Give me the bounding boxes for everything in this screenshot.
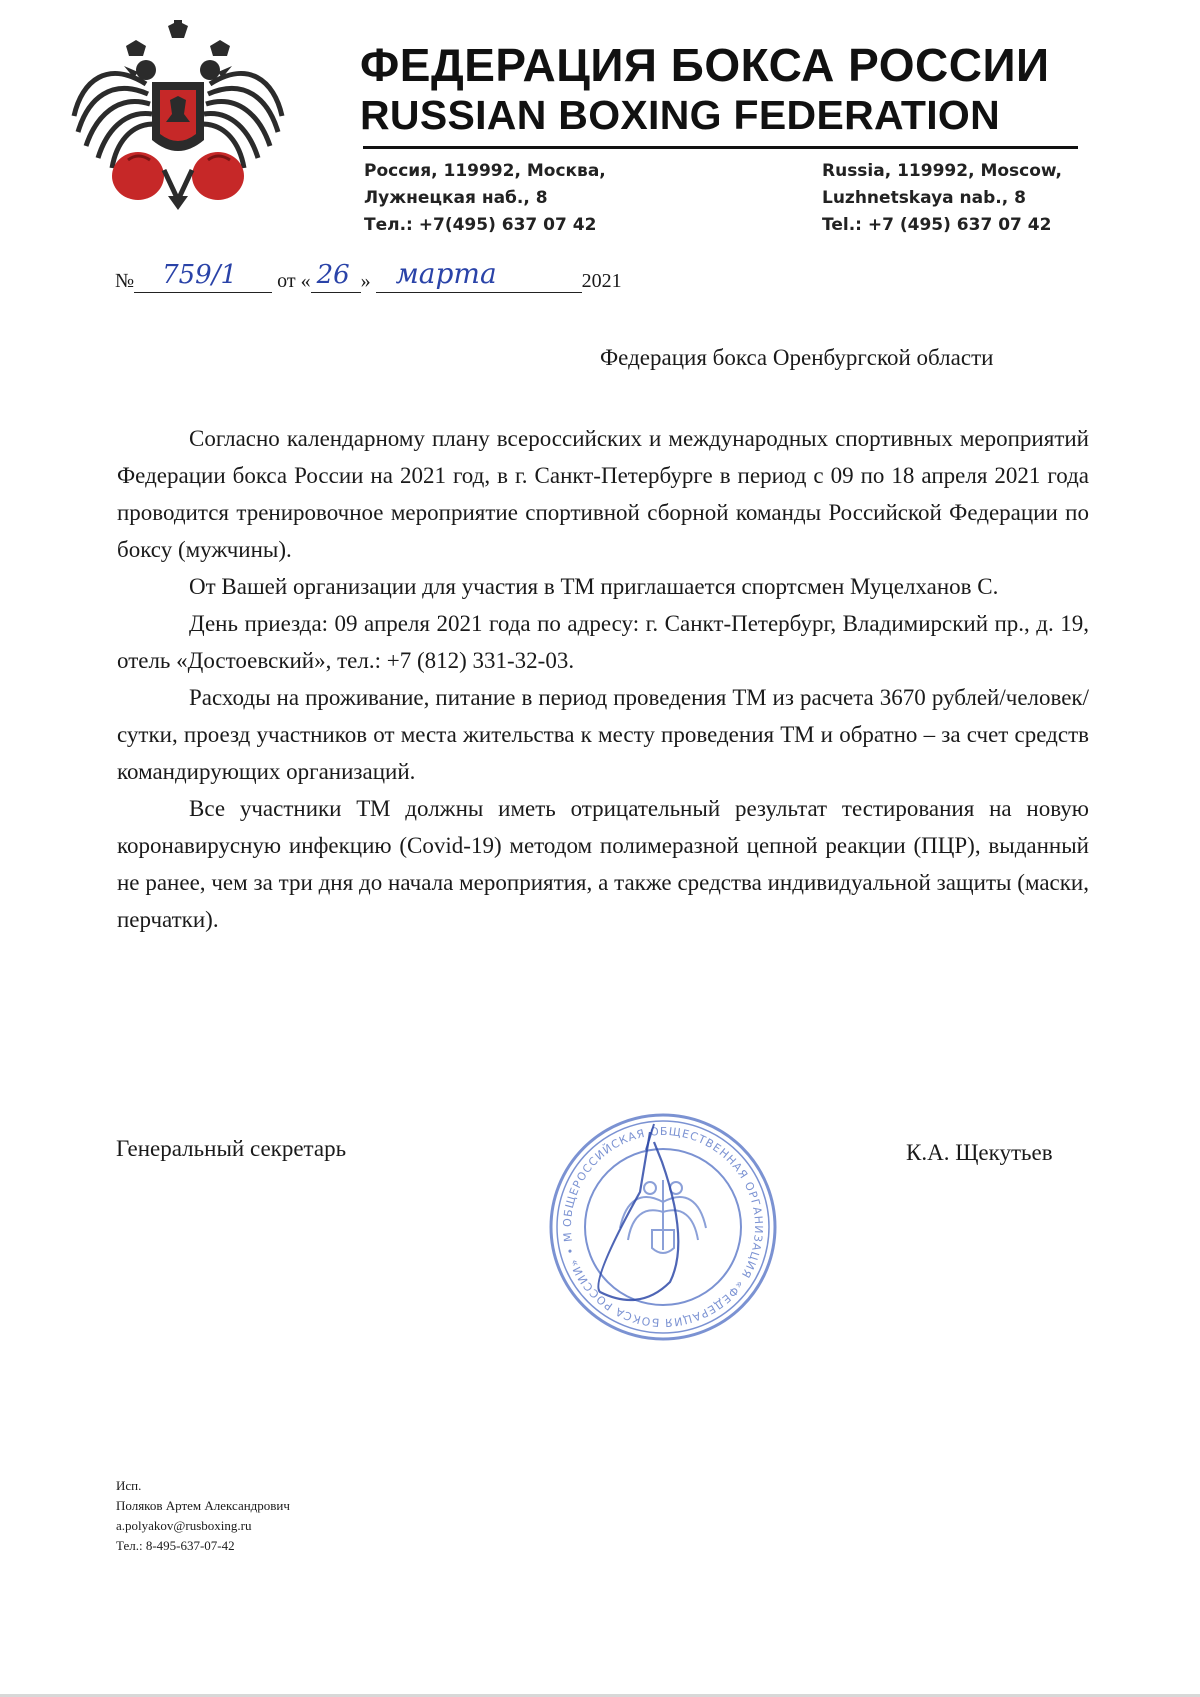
signatory-title: Генеральный секретарь — [116, 1136, 347, 1161]
address-block-en — [822, 158, 1062, 239]
signatory-name: К.А. Щекутьев — [906, 1140, 1053, 1165]
org-name-en: RUSSIAN BOXING FEDERATION — [360, 92, 1000, 138]
executor-label: Исп. — [116, 1478, 142, 1493]
address-block-ru — [364, 158, 606, 239]
year: 2021 — [581, 270, 622, 292]
address-line: Тел.: +7(495) 637 07 42 — [364, 215, 597, 235]
letterhead-divider — [363, 146, 1078, 149]
number-label: № — [115, 270, 135, 292]
body-paragraph: От Вашей организации для участия в ТМ приглашается спортсмен Муцелханов С. — [189, 574, 999, 599]
body-paragraph: Все участники ТМ должны иметь отрицательный результат тестирования на новую коронавирусную инфекцию (Covid-19) методом полимеразной цепной реакции (ПЦР), выданный не ранее, чем за три дня до начала мероприятия, а также средства индивидуальной защиты (маски, перчатки). — [117, 796, 1089, 932]
address-line: Luzhnetskaya nab., 8 — [822, 188, 1026, 208]
from-label: от « — [277, 270, 311, 292]
day-field — [311, 260, 361, 293]
number-handwritten: 759/1 — [162, 260, 238, 290]
executor-phone: Тел.: 8-495-637-07-42 — [116, 1538, 235, 1553]
day-handwritten: 26 — [316, 260, 350, 290]
address-line: Russia, 119992, Moscow, — [822, 161, 1063, 181]
executor-email: a.polyakov@rusboxing.ru — [116, 1518, 252, 1533]
day-close: » — [360, 270, 371, 292]
month-handwritten: марта — [395, 257, 497, 290]
body-paragraph: День приезда: 09 апреля 2021 года по адресу: г. Санкт-Петербург, Владимирский пр., д. 19, отель «Достоевский», тел.: +7 (812) 331-32-03. — [117, 611, 1089, 673]
body-paragraph: Расходы на проживание, питание в период проведения ТМ из расчета 3670 рублей/человек/сутки, проезд участников от места жительства к месту проведения ТМ и обратно – за счет средств командирующих организаций. — [117, 685, 1089, 784]
reference-line — [115, 257, 622, 293]
svg-text:ОБЩЕРОССИЙСКАЯ ОБЩЕСТВЕННАЯ ОР: ОБЩЕРОССИЙСКАЯ ОБЩЕСТВЕННАЯ ОРГАНИЗАЦИЯ «ФЕДЕРАЦИЯ БОКСА РОССИИ» • М — [560, 1124, 766, 1330]
body-paragraph: Согласно календарному плану всероссийских и международных спортивных мероприятий Федерации бокса России на 2021 год, в г. Санкт-Петербурге в период с 09 по 18 апреля 2021 года проводится тренировочное мероприятие спортивной сборной команды Российской Федерации по боксу (мужчины). — [117, 426, 1089, 562]
org-name-ru: ФЕДЕРАЦИЯ БОКСА РОССИИ — [360, 39, 1050, 91]
letter-body — [117, 420, 1089, 938]
address-line: Tel.: +7 (495) 637 07 42 — [822, 215, 1052, 235]
executor-block — [116, 1476, 290, 1556]
address-line: Лужнецкая наб., 8 — [364, 188, 548, 208]
addressee: Федерация бокса Оренбургской области — [600, 345, 994, 370]
federation-emblem-icon — [68, 20, 288, 216]
address-line: Россия, 119992, Москва, — [364, 161, 606, 181]
month-field — [376, 257, 582, 293]
executor-name: Поляков Артем Александрович — [116, 1498, 290, 1513]
number-field — [134, 260, 272, 293]
seal-stamp-icon — [546, 1110, 780, 1344]
